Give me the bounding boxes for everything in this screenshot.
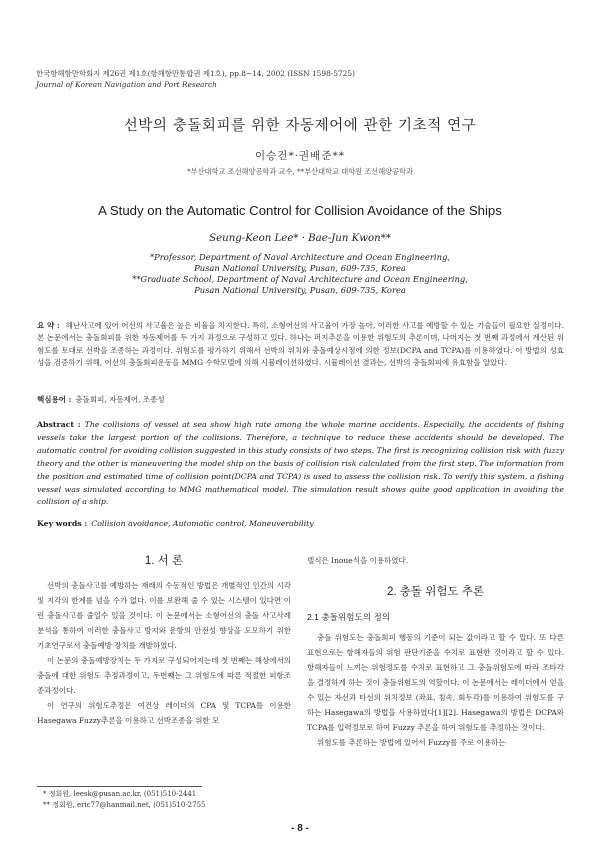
right-column-body — [307, 630, 564, 750]
abstract-korean-text: 해난사고에 있어 어선의 사고율은 높은 비율을 차지한다. 특히, 소형어선의 사고율이 가장 높아, 이러한 사고를 예방할 수 있는 기술들이 필요한 실정이다. 본 논문에서는 충돌회피를 위한 자동제어를 두 가지 과정으로 구성하고 있다. 하나는 퍼지추론을 이용한 위험도의 추론이며, 나머지는 첫 번째 과정에서 계산된 위험도를 토대로 선박을 조종하는 과정이다. 위험도를 평가하기 위해서 선박의 위치와 충돌예상시점에 의한 정보(DCPA and TCPA)를 이용하였다. 이 방법의 성효성을 검증하기 위해, 어선의 충돌회피운동을 MMG 수학모델에 의해 시뮬레이션하였다. 시뮬레이션 결과는, 선박의 충돌회피에 유효함을 알았다. — [37, 321, 564, 368]
affiliation-line: *Professor, Department of Naval Architecture and Ocean Engineering, — [149, 252, 450, 262]
keywords-english — [37, 519, 314, 528]
left-column-body — [37, 578, 291, 728]
paper-title-english: A Study on the Automatic Control for Collision Avoidance of the Ships — [98, 203, 502, 218]
body-paragraph: 충돌 위험도는 충돌회피 행동의 기준이 되는 값이라고 할 수 있다. 또 다른 표현으로는 항해자들의 위험 판단기준을 수치로 표현한 것이라고 할 수 있다. 항해자들이 느끼는 위험정도를 수치로 표현하고 그 충돌위험도에 따라 조타각을 결정하게 하는 것이 충돌위험도의 역할이다. 이 논문에서는 레이더에서 얻을 수 있는 자선과 타선의 위치정보 (좌표, 침속, 회두각)를 이용하여 위험도를 구하는 Hasegawa의 방법을 사용하였다[1][2]. Hasegawa의 방법은 DCPA와 TCPA를 입력정보로 하여 Fuzzy 추론을 하여 위험도를 추정하는 것이다. — [307, 633, 564, 732]
body-paragraph: 선박의 충돌사고를 예방하는 재래의 수동적인 방법은 개별적인 인간의 시각 및 지각의 한계를 넘을 수가 없다. 이를 보완해 줄 수 있는 시스템이 있다면 이런 충돌사고를 줄일수 있을 것이다. 이 논문에서는 소형어선의 충돌 사고사례분석을 통하여 이러한 충돌사고 방지와 운항의 안전성 향상을 도모하기 위한 기초연구로서 충돌예방 장치를 개발하였다. — [37, 581, 291, 650]
affiliation-english — [0, 252, 600, 296]
affiliation-line: Pusan National University, Pusan, 609-735, Korea — [194, 285, 406, 296]
section-2-heading: 2. 충돌 위험도 추론 — [387, 586, 484, 598]
body-paragraph: 이 논문의 충돌예방장치는 두 가지로 구성되어지는데 첫 번째는 해상에서의 충돌에 대한 위험도 추정과정이고, 두번째는 그 위험도에 따른 적절한 피항조종과정이다. — [37, 656, 291, 695]
body-paragraph: 이 연구의 위험도추정은 여건상 레이더의 CPA 및 TCPA를 이용한 Hasegawa Fuzzy추론을 이용하고 선박조종을 위한 모 — [37, 701, 291, 725]
page-number: - 8 - — [291, 823, 309, 834]
subsection-2-1-heading: 2.1 충돌위험도의 정의 — [307, 612, 391, 622]
footnote-divider — [37, 786, 202, 787]
abstract-korean — [37, 320, 564, 370]
abstract-english-label: Abstract : — [37, 420, 81, 429]
section-1-heading: 1. 서 론 — [144, 555, 184, 567]
keywords-korean-label: 핵심용어 : — [37, 395, 72, 404]
right-column-continuation — [307, 553, 564, 568]
authors-english: Seung-Keon Lee* · Bae-Jun Kwon** — [209, 233, 391, 244]
abstract-english — [37, 419, 564, 509]
abstract-korean-label: 요 약 : — [37, 321, 60, 330]
affiliation-korean: *부산대학교 조선해양공학과 교수, **부산대학교 대학원 조선해양공학과 — [187, 167, 413, 176]
journal-citation: 한국항해항만학회지 제26권 제1호(항해항만통합권 제1호), pp.8~14, 2002 (ISSN 1598-5725) — [36, 69, 355, 78]
keywords-english-label: Key words : — [37, 519, 88, 528]
affiliation-line: **Graduate School, Department of Naval Architecture and Ocean Engineering, — [132, 274, 468, 285]
journal-name: Journal of Korean Navigation and Port Research — [36, 80, 217, 89]
body-continuation-line: 델식은 Inoue식을 이용하였다. — [307, 556, 409, 565]
body-paragraph: 위험도를 추론하는 방법에 있어서 Fuzzy를 주로 이용하는 — [317, 738, 506, 747]
authors-korean: 이승건*·권배준** — [255, 150, 345, 162]
footnote: * 정회원, leesk@pusan.ac.kr, (051)510-2441 — [43, 790, 197, 798]
keywords-english-text: Collision avoidance, Automatic control, Maneuverability — [91, 519, 314, 528]
keywords-korean — [37, 394, 165, 405]
journal-header — [36, 68, 556, 90]
footnotes — [37, 789, 206, 811]
keywords-korean-text: 충돌회피, 자동제어, 조종성 — [75, 395, 165, 404]
affiliation-line: Pusan National University, Pusan, 609-735, Korea — [194, 263, 406, 274]
abstract-english-text: The collisions of vessel at sea show high rate among the whole marine accidents. Especially, the accidents of fishing vessels take the largest portion of the collisions. Therefore, a technique to reduce these accidents should be developed. The automatic control for avoiding collision suggested in this study consists of two steps. The first is recognizing collision risk with fuzzy theory and the other is maneuvering the model ship on the basis of collision risk calculated from the first step. The information from the position and estimated time of collision point(DCPA and TCPA) is used to assess the collision risk. To verify this system, a fishing vessel was simulated according to MMG mathematical model. The simulation result shows quite good application in avoiding the collision of a ship. — [37, 420, 564, 507]
footnote: ** 정회원, eric77@hanmail.net, (051)510-2755 — [43, 801, 206, 809]
paper-title-korean: 선박의 충돌회피를 위한 자동제어에 관한 기초적 연구 — [123, 118, 477, 134]
